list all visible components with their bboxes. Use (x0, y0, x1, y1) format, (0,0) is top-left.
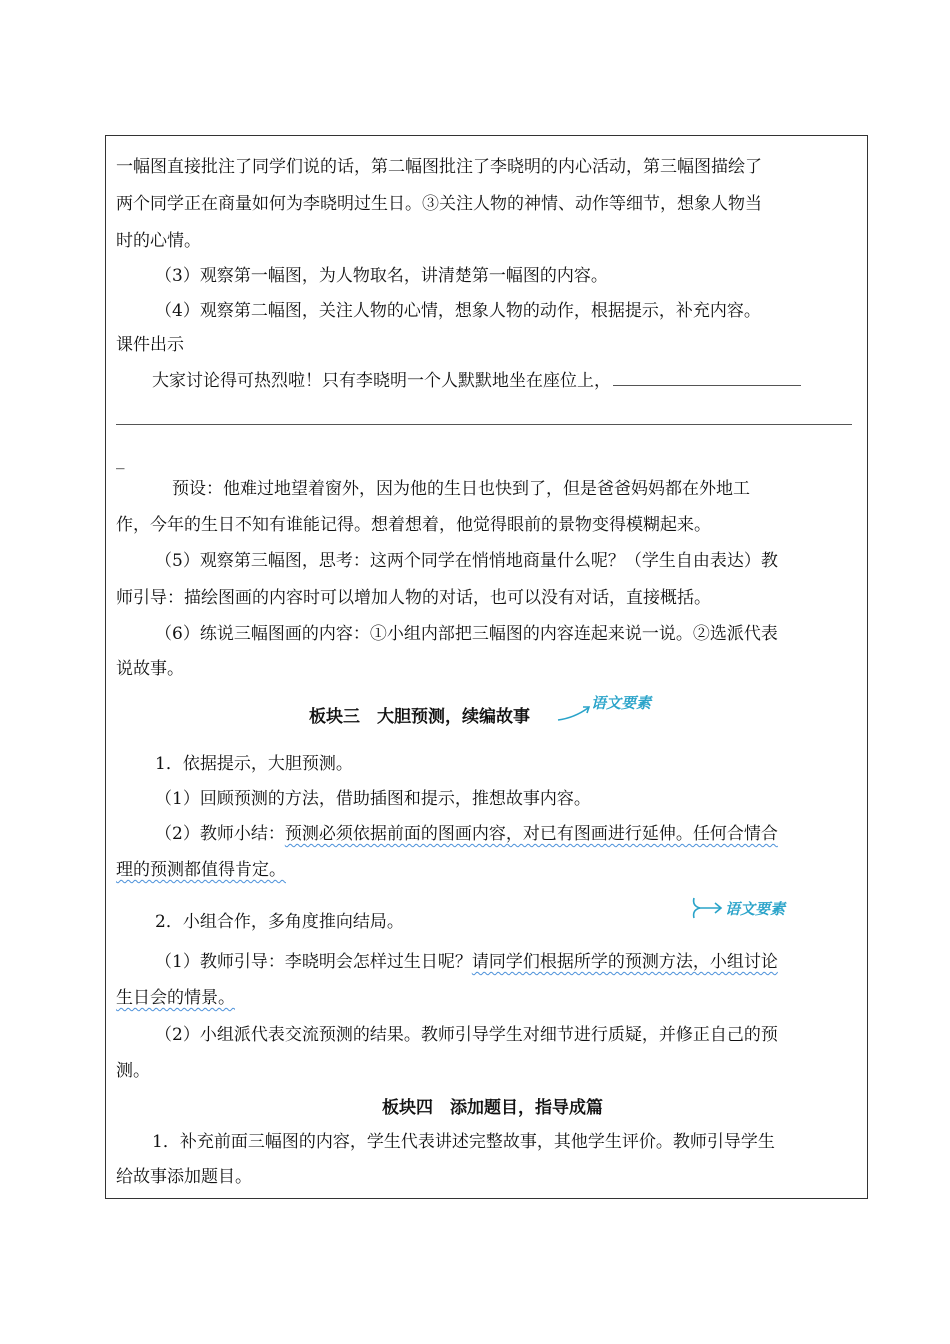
annotation-arrow-icon (690, 892, 726, 926)
text-line: 课件出示 (116, 335, 184, 355)
text-line: 1．依据提示，大胆预测。 (155, 754, 353, 774)
text-line: 两个同学正在商量如何为李晓明过生日。③关注人物的神情、动作等细节，想象人物当 (116, 194, 762, 214)
text-line: （2）小组派代表交流预测的结果。教师引导学生对细节进行质疑，并修正自己的预 (155, 1025, 778, 1045)
text-line: 时的心情。 (116, 231, 201, 251)
text-line: （3）观察第一幅图，为人物取名，讲清楚第一幅图的内容。 (155, 266, 608, 286)
wavy-underlined-text: 请同学们根据所学的预测方法，小组讨论 (471, 952, 778, 972)
text-line: （5）观察第三幅图，思考：这两个同学在悄悄地商量什么呢？（学生自由表达）教 (155, 551, 778, 571)
fill-in-line (152, 369, 801, 393)
text-line: 预设：他难过地望着窗外，因为他的生日也快到了，但是爸爸妈妈都在外地工 (172, 479, 750, 499)
text-line: _ (116, 450, 125, 470)
text-line: （4）观察第二幅图，关注人物的心情，想象人物的动作，根据提示，补充内容。 (155, 301, 761, 321)
text-line: 师引导：描绘图画的内容时可以增加人物的对话，也可以没有对话，直接概括。 (116, 588, 711, 608)
fill-in-blank (613, 370, 801, 386)
section-heading: 板块四 添加题目，指导成篇 (382, 1098, 603, 1118)
text-line: （6）练说三幅图画的内容：①小组内部把三幅图的内容连起来说一说。②选派代表 (155, 624, 778, 644)
text-line: 作，今年的生日不知有谁能记得。想着想着，他觉得眼前的景物变得模糊起来。 (116, 515, 711, 535)
text-line-annotated (116, 858, 286, 882)
text-line: 1．补充前面三幅图的内容，学生代表讲述完整故事，其他学生评价。教师引导学生 (152, 1132, 775, 1152)
annotation-arrow-icon (556, 700, 596, 724)
text-line-annotated (155, 822, 778, 846)
wavy-underlined-text: 理的预测都值得肯定。 (116, 860, 286, 880)
text-line: 测。 (116, 1061, 150, 1081)
text-segment: （1）教师引导：李晓明会怎样过生日呢？ (155, 952, 472, 972)
text-line-annotated (116, 986, 235, 1010)
wavy-underlined-text: 生日会的情景。 (116, 988, 235, 1008)
text-line: 说故事。 (116, 659, 184, 679)
wavy-underlined-text: 预测必须依据前面的图画内容，对已有图画进行延伸。任何合情合 (284, 824, 778, 844)
section-heading: 板块三 大胆预测，续编故事 (309, 707, 530, 727)
text-line-annotated (155, 950, 778, 974)
fill-in-blank-full (116, 424, 852, 425)
text-line: 2．小组合作，多角度推向结局。 (155, 912, 404, 932)
text-line: （1）回顾预测的方法，借助插图和提示，推想故事内容。 (155, 789, 591, 809)
annotation-note: 语文要素 (725, 900, 786, 918)
text-segment: （2）教师小结： (155, 824, 285, 844)
text-line: 一幅图直接批注了同学们说的话，第二幅图批注了李晓明的内心活动，第三幅图描绘了 (116, 157, 762, 177)
text-line: 给故事添加题目。 (116, 1167, 252, 1187)
text-line: 大家讨论得可热烈啦！只有李晓明一个人默默地坐在座位上， (152, 371, 611, 391)
annotation-note: 语文要素 (591, 694, 652, 712)
